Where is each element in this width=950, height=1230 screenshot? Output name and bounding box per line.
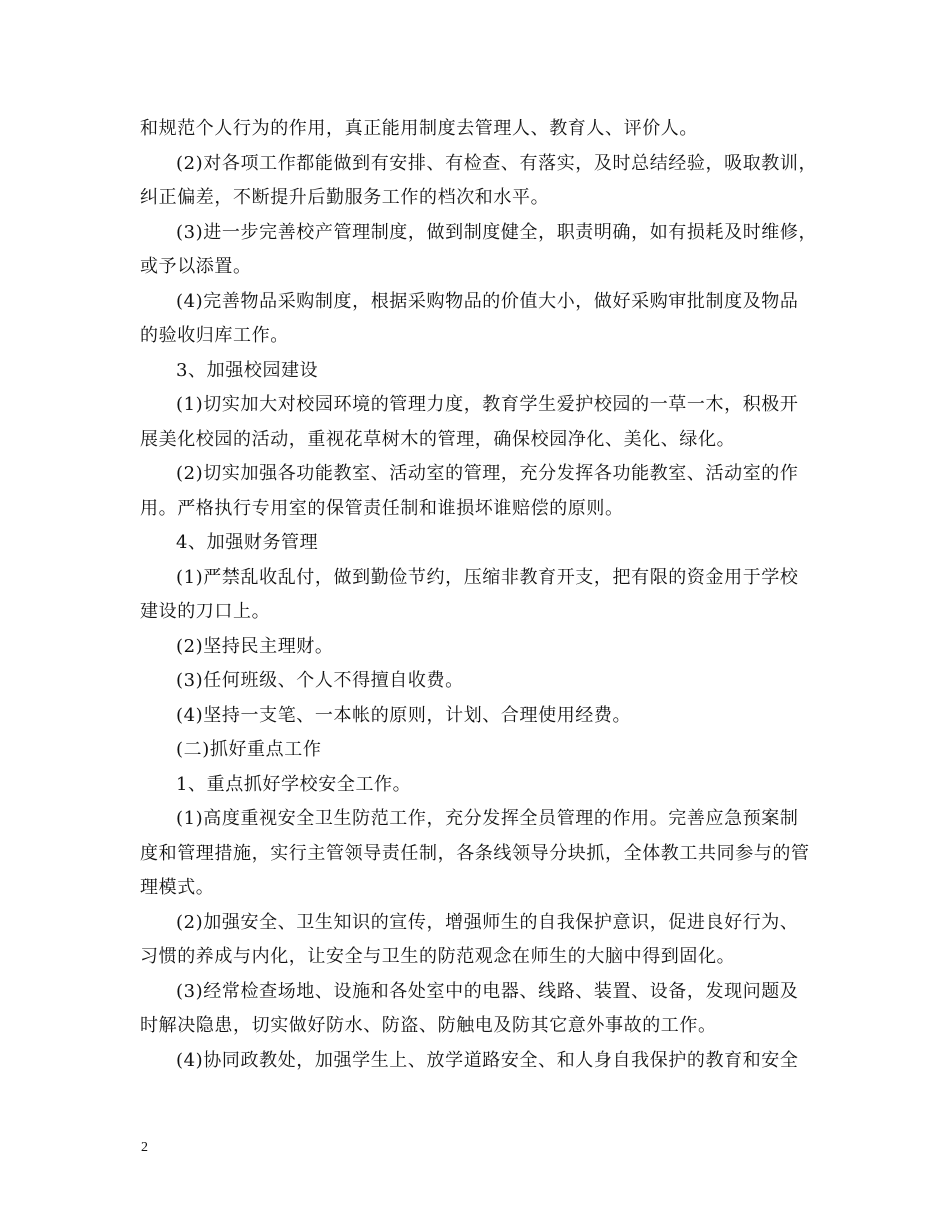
body-text [140, 112, 830, 1078]
text-line: 展美化校园的活动，重视花草树木的管理，确保校园净化、美化、绿化。 [140, 428, 736, 450]
text-line: (1)严禁乱收乱付，做到勤俭节约，压缩非教育开支，把有限的资金用于学校 [176, 566, 799, 588]
section-heading: 4、加强财务管理 [176, 532, 319, 553]
text-line: (3)任何班级、个人不得擅自收费。 [176, 670, 464, 691]
text-line: (3)进一步完善校产管理制度，做到制度健全，职责明确，如有损耗及时维修， [176, 221, 818, 243]
text-line: 或予以添置。 [140, 256, 252, 277]
text-line: (4)完善物品采购制度，根据采购物品的价值大小，做好采购审批制度及物品 [176, 290, 799, 312]
text-line: (1)高度重视安全卫生防范工作，充分发挥全员管理的作用。完善应急预案制 [176, 808, 799, 829]
text-line: 时解决隐患，切实做好防水、防盗、防触电及防其它意外事故的工作。 [140, 1015, 717, 1036]
text-line: 建设的刀口上。 [140, 601, 271, 622]
text-line: (3)经常检查场地、设施和各处室中的电器、线路、装置、设备，发现问题及 [176, 980, 799, 1002]
section-heading: (二)抓好重点工作 [176, 739, 322, 760]
text-line: (4)坚持一支笔、一本帐的原则，计划、合理使用经费。 [176, 704, 632, 726]
text-line: (2)对各项工作都能做到有安排、有检查、有落实，及时总结经验，吸取教训， [176, 152, 818, 174]
text-line: (2)加强安全、卫生知识的宣传，增强师生的自我保护意识，促进良好行为、 [176, 911, 799, 933]
section-heading: 1、重点抓好学校安全工作。 [176, 773, 412, 795]
page-number: 2 [141, 1140, 148, 1155]
text-line: (2)切实加强各功能教室、活动室的管理，充分发挥各功能教室、活动室的作 [176, 463, 799, 484]
text-line: (2)坚持民主理财。 [176, 635, 334, 657]
text-line: 用。严格执行专用室的保管责任制和谁损坏谁赔偿的原则。 [140, 497, 624, 519]
section-heading: 3、加强校园建设 [176, 359, 319, 381]
text-line: 的验收归库工作。 [140, 325, 289, 346]
text-line: 和规范个人行为的作用，真正能用制度去管理人、教育人、评价人。 [140, 118, 698, 139]
text-line: 理模式。 [140, 877, 215, 898]
text-line: 纠正偏差，不断提升后勤服务工作的档次和水平。 [140, 187, 550, 208]
text-line: 度和管理措施，实行主管领导责任制，各条线领导分块抓，全体教工共同参与的管 [140, 842, 810, 864]
text-line: 习惯的养成与内化，让安全与卫生的防范观念在师生的大脑中得到固化。 [140, 946, 736, 967]
text-line: (1)切实加大对校园环境的管理力度，教育学生爱护校园的一草一木，积极开 [176, 394, 799, 415]
text-line: (4)协同政教处，加强学生上、放学道路安全、和人身自我保护的教育和安全 [176, 1049, 799, 1071]
